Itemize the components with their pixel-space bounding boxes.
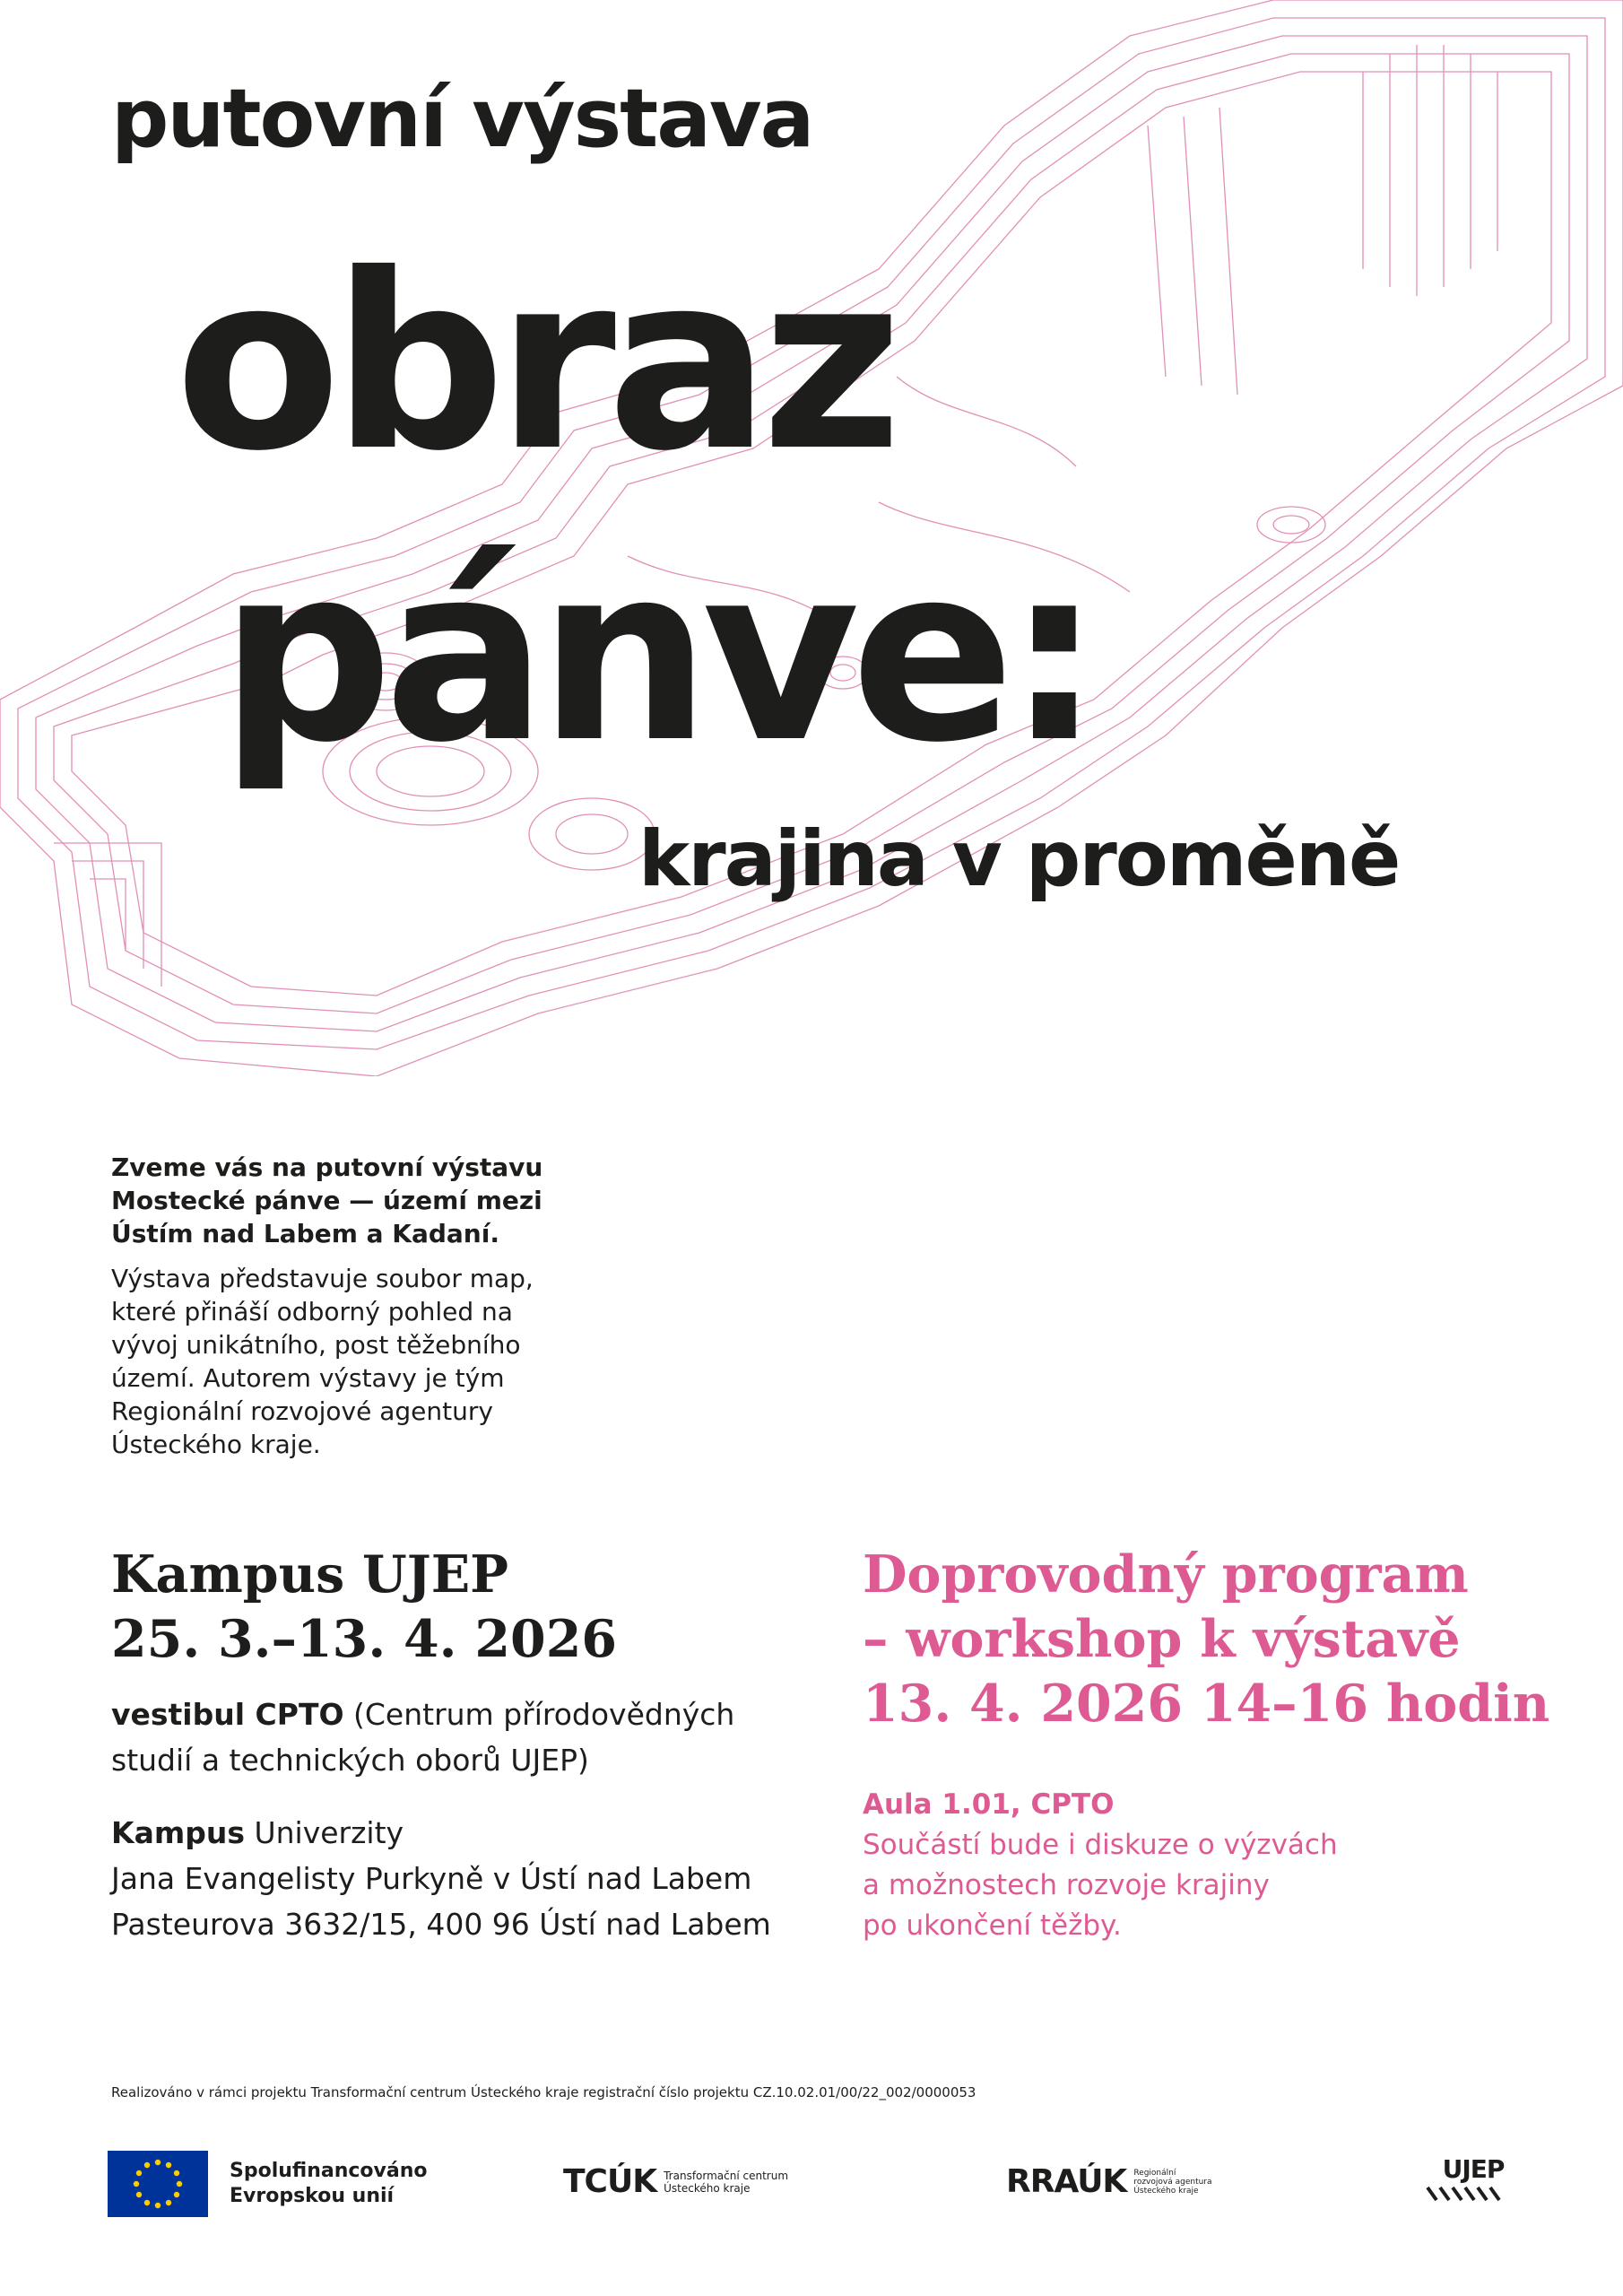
funding-note: Realizováno v rámci projektu Transformační centrum Ústeckého kraje registrační číslo projektu CZ.10.02.01/00/22_002/0000053 bbox=[111, 2084, 976, 2100]
eu-logo bbox=[108, 2151, 428, 2217]
program-room: Aula 1.01, CPTO bbox=[863, 1788, 1115, 1821]
intro-lead: Zveme vás na putovní výstavu Mostecké pánve — území mezi Ústím nad Labem a Kadaní. bbox=[111, 1152, 543, 1248]
program-block bbox=[863, 1543, 1598, 1946]
venue-address bbox=[111, 1810, 793, 1947]
venue-place bbox=[111, 1692, 793, 1783]
tcuk-logo bbox=[563, 2163, 788, 2200]
ujep-mark: UJEP bbox=[1442, 2154, 1505, 2184]
program-title-line-1: Doprovodný program bbox=[863, 1544, 1469, 1605]
ujep-stripes-icon bbox=[1424, 2184, 1523, 2204]
campus-rest: Univerzity bbox=[244, 1815, 404, 1850]
venue-place-rest: (Centrum přírodovědných studií a technických oborů UJEP) bbox=[111, 1697, 735, 1778]
tcuk-line-2: Ústeckého kraje bbox=[664, 2181, 751, 2195]
eu-flag-icon bbox=[108, 2151, 208, 2217]
tcuk-mark: TCÚK bbox=[563, 2163, 657, 2200]
rrauk-line-2: rozvojová agentura bbox=[1133, 2177, 1212, 2187]
campus-bold: Kampus bbox=[111, 1815, 245, 1850]
eu-text-line-1: Spolufinancováno bbox=[230, 2160, 428, 2182]
eu-text-line-2: Evropskou unií bbox=[230, 2185, 395, 2207]
rrauk-mark: RRAÚK bbox=[1006, 2163, 1127, 2200]
exhibition-title-line-1: obraz bbox=[175, 222, 894, 504]
rrauk-logo bbox=[1006, 2163, 1212, 2200]
venue-title: Kampus UJEP bbox=[111, 1544, 509, 1605]
program-details bbox=[863, 1785, 1598, 1946]
address-line-2: Pasteurova 3632/15, 400 96 Ústí nad Labem bbox=[111, 1907, 771, 1942]
program-title-line-2: – workshop k výstavě bbox=[863, 1609, 1461, 1669]
exhibition-kicker: putovní výstava bbox=[111, 72, 813, 166]
program-text-line-1: Součástí bude i diskuze o výzvách bbox=[863, 1829, 1338, 1861]
intro-body: Výstava představuje soubor map, které přináší odborný pohled na vývoj unikátního, post těžebního území. Autorem výstavy je tým Regionální rozvojové agentury Ústeckého kraje. bbox=[111, 1264, 534, 1459]
partner-logos bbox=[0, 2144, 1623, 2242]
program-text-line-2: a možnostech rozvoje krajiny bbox=[863, 1869, 1270, 1901]
exhibition-title-line-2: pánve: bbox=[220, 513, 1094, 796]
ujep-logo bbox=[1424, 2154, 1523, 2207]
tcuk-line-1: Transformační centrum bbox=[664, 2169, 789, 2182]
address-line-1: Jana Evangelisty Purkyně v Ústí nad Labem bbox=[111, 1861, 752, 1896]
program-date-time: 13. 4. 2026 14–16 hodin bbox=[863, 1674, 1550, 1734]
venue-place-bold: vestibul CPTO bbox=[111, 1697, 344, 1732]
program-text-line-3: po ukončení těžby. bbox=[863, 1909, 1122, 1942]
venue-dates: 25. 3.–13. 4. 2026 bbox=[111, 1609, 618, 1669]
intro-text bbox=[111, 1151, 577, 1473]
rrauk-line-1: Regionální bbox=[1133, 2168, 1176, 2178]
rrauk-line-3: Ústeckého kraje bbox=[1133, 2186, 1199, 2196]
exhibition-subtitle: krajina v proměně bbox=[638, 814, 1400, 904]
venue-block bbox=[111, 1543, 793, 1947]
